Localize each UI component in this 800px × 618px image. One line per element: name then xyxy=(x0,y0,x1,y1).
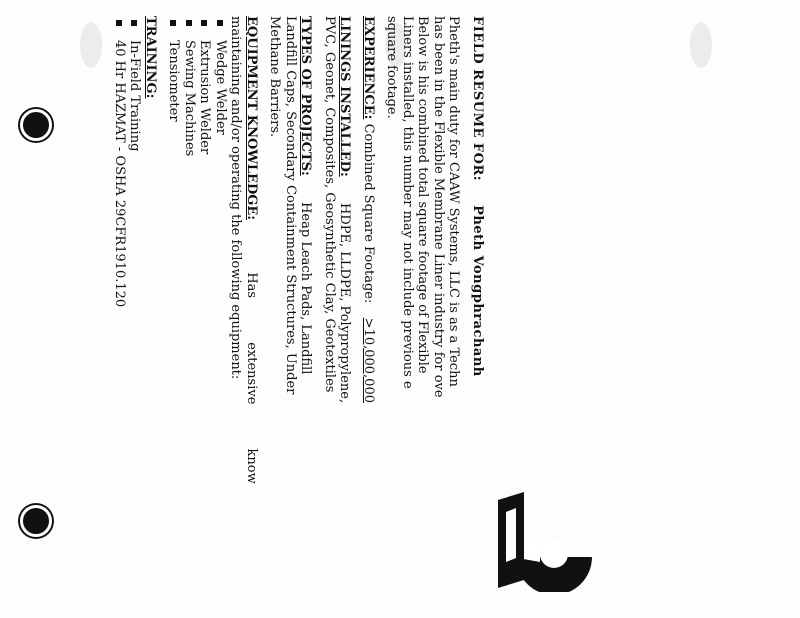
training-list xyxy=(112,16,143,618)
projects-text: Methane Barriers. xyxy=(267,16,283,138)
projects-section xyxy=(267,16,314,618)
resume-heading xyxy=(470,16,486,618)
projects-label: TYPES OF PROJECTS: xyxy=(298,16,314,176)
list-item: Wedge Welder xyxy=(213,16,229,618)
experience-value: >10,000,000 xyxy=(361,317,376,403)
equipment-text: maintaining and/or operating the following equipment: xyxy=(228,16,244,380)
experience-label: EXPERIENCE: xyxy=(361,16,376,120)
equipment-list xyxy=(166,16,228,618)
equipment-label: EQUIPMENT KNOWLEDGE: xyxy=(244,16,259,221)
projects-text: Landfill Caps, Secondary Containment Structures, Under xyxy=(283,16,298,395)
list-item: Sewing Machines xyxy=(182,16,198,618)
linings-text: HDPE, LLDPE, Polypropylene, xyxy=(337,203,353,404)
list-item: In-Field Training xyxy=(127,16,143,618)
intro-paragraph xyxy=(384,16,462,618)
experience-section xyxy=(361,16,377,618)
resume-body xyxy=(104,16,486,618)
company-logo xyxy=(484,462,594,592)
linings-text: PVC, Geonet, Composites, Geosynthetic Clay, Geotextiles xyxy=(322,16,337,393)
linings-section xyxy=(322,16,353,618)
experience-text: Combined Square Footage: xyxy=(361,123,376,304)
intro-line: Below is his combined total square footage of Flexible xyxy=(415,16,431,374)
intro-line: square footage. xyxy=(384,16,400,119)
projects-text: Heap Leach Pads, Landfill xyxy=(298,202,314,375)
candidate-name: Pheth Vongphrachanh xyxy=(470,205,485,377)
intro-line: Pheth's main duty for CAAW Systems, LLC is as a Techn xyxy=(446,16,462,387)
training-section xyxy=(112,16,159,618)
linings-label: LININGS INSTALLED: xyxy=(337,16,353,177)
list-item: Extrusion Welder xyxy=(197,16,213,618)
equipment-text: Has extensive know xyxy=(244,272,259,484)
scan-shadow xyxy=(690,22,712,68)
list-item: Tensiometer xyxy=(166,16,182,618)
intro-line: Liners installed, this number may not include previous e xyxy=(400,16,415,389)
heading-label: FIELD RESUME FOR: xyxy=(470,16,485,182)
training-label: TRAINING: xyxy=(143,16,158,99)
list-item: 40 Hr HAZMAT - OSHA 29CFR1910.120 xyxy=(112,16,128,618)
equipment-section xyxy=(166,16,259,618)
intro-line: has been in the Flexible Membrane Liner industry for ove xyxy=(431,16,446,398)
